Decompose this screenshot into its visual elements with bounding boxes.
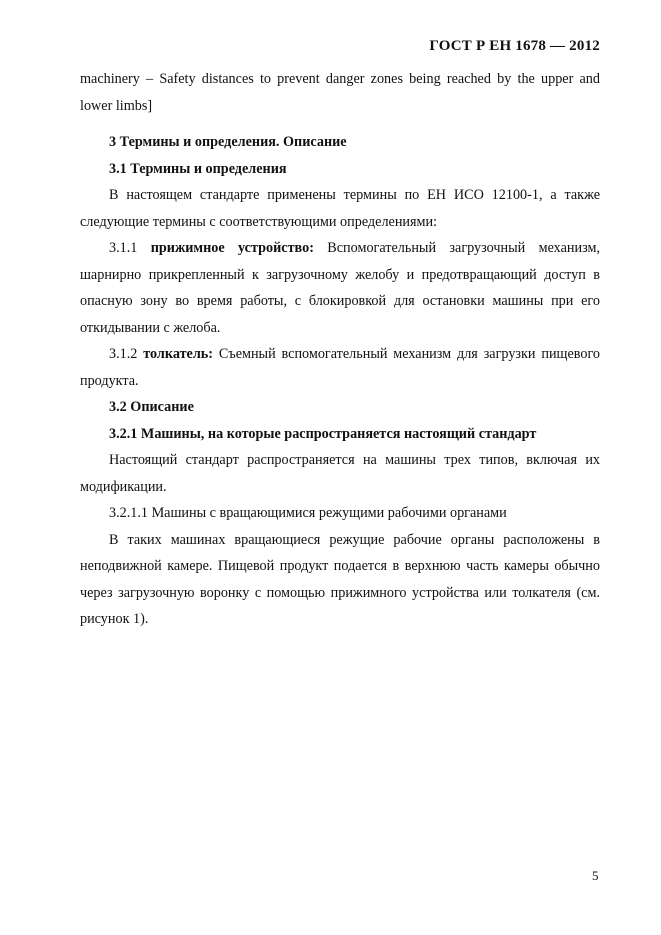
term-3-1-1-number: 3.1.1 [109,240,138,256]
section-3-2-1-1-paragraph: В таких машинах вращающиеся режущие рабочие органы расположены в неподвижной камере. Пищевой продукт подается в верхнюю часть камеры обычно через загрузочную воронку с помощью прижимного устройства или толкателя (см. рисунок 1). [80,531,600,627]
page-number: 5 [592,868,599,883]
intro-paragraph: В настоящем стандарте применены термины по ЕН ИСО 12100-1, а также следующие термины с соответствующими определениями: [80,187,600,230]
section-3-heading: 3 Термины и определения. Описание [109,134,347,150]
standard-header: ГОСТ Р ЕН 1678 — 2012 [429,38,600,54]
section-3-1-heading: 3.1 Термины и определения [109,160,287,177]
section-3-2-1-1-heading: 3.2.1.1 Машины с вращающимися режущими рабочими органами [109,505,507,521]
term-3-1-2 [80,341,600,394]
section-3-2-1-paragraph: Настоящий стандарт распространяется на машины трех типов, включая их модификации. [80,452,600,495]
term-3-1-2-term: толкатель: [143,346,214,362]
term-3-1-1-definition: Вспомогательный загрузочный механизм, шарнирно прикрепленный к загрузочному желобу и предотвращающий доступ в опасную зону во время работы, с блокировкой для остановки машины при его откидывании с желоба. [80,240,600,336]
term-3-1-1-term: прижимное устройство: [150,240,314,256]
section-3-2-1-heading: 3.2.1 Машины, на которые распространяется настоящий стандарт [109,425,537,442]
term-3-1-2-definition: Съемный вспомогательный механизм для загрузки пищевого продукта. [80,346,601,389]
section-3-2-heading: 3.2 Описание [109,399,194,415]
term-3-1-1 [80,235,600,341]
term-3-1-2-number: 3.1.2 [109,346,138,362]
document-body [80,66,600,633]
continuation-text: machinery – Safety distances to prevent danger zones being reached by the upper and lower limbs] [80,71,600,114]
